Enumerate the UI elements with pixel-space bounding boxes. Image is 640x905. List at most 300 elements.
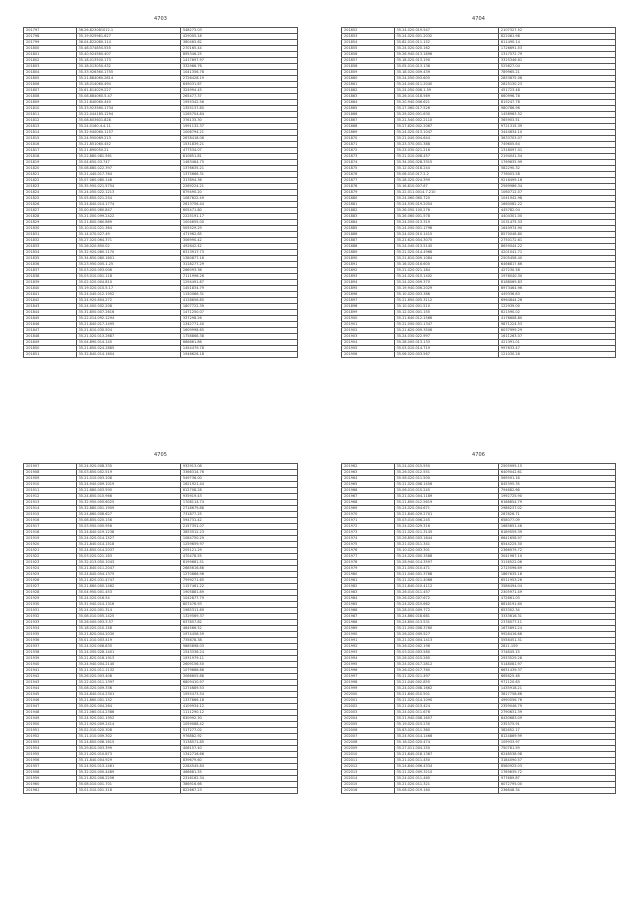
code-cell: 35.33.926360.1755 — [76, 70, 180, 76]
row-id-cell: 201932 — [24, 614, 77, 620]
table-row — [342, 352, 616, 358]
amount-cell: 549736.00 — [180, 476, 297, 482]
row-id-cell: 201858 — [342, 64, 395, 70]
row-id-cell: 201828 — [24, 214, 77, 220]
row-id-cell: 201922 — [24, 554, 77, 560]
row-id-cell: 201818 — [24, 154, 77, 160]
row-id-cell: 201973 — [342, 530, 395, 536]
code-cell: 35.23.030.021.216 — [394, 148, 498, 154]
code-cell: 35.21.851060.452 — [76, 142, 180, 148]
amount-cell: 1435918.21 — [498, 686, 615, 692]
amount-cell: 1867635.18 — [498, 572, 615, 578]
code-cell: 35.21.020.008.1456 — [394, 482, 498, 488]
row-id-cell: 202016 — [342, 788, 395, 794]
amount-cell: 1006794.21 — [180, 130, 297, 136]
row-id-cell: 201956 — [24, 758, 77, 764]
code-cell: 35.24.050.022.1213 — [76, 190, 180, 196]
amount-cell: 1991132.37 — [180, 124, 297, 130]
amount-cell: 621590.02 — [498, 310, 615, 316]
row-id-cell: 201847 — [24, 328, 77, 334]
amount-cell: 1769635.99 — [498, 160, 615, 166]
code-cell: 35.21.850.024.2885 — [76, 346, 180, 352]
amount-cell: 6072795.00 — [498, 782, 615, 788]
code-cell: 35.21.020.011.341 — [394, 542, 498, 548]
row-id-cell: 201917 — [24, 524, 77, 530]
amount-cell: 1380877.16 — [180, 256, 297, 262]
code-cell: 35.00.650.060.847 — [76, 208, 180, 214]
code-cell: 35.21.610.030.504 — [76, 328, 180, 334]
row-id-cell: 201844 — [24, 310, 77, 316]
amount-cell: 122939.00 — [498, 304, 615, 310]
code-cell: 35.32.940060.1157 — [76, 130, 180, 136]
amount-cell: 2853675.06 — [498, 76, 615, 82]
row-id-cell: 202010 — [342, 752, 395, 758]
row-id-cell: 202001 — [342, 698, 395, 704]
row-id-cell: 201987 — [342, 614, 395, 620]
code-cell: 35.03.010.003.580 — [394, 650, 498, 656]
row-id-cell: 201965 — [342, 482, 395, 488]
code-cell: 35.21.010.008.457 — [394, 154, 498, 160]
amount-cell: 2359046.79 — [498, 704, 615, 710]
amount-cell: 1041356.78 — [180, 70, 297, 76]
code-cell: 35.21.884060.2814 — [76, 76, 180, 82]
amount-cell: 980786.96 — [498, 106, 615, 112]
code-cell: 35.19.925981.627 — [76, 34, 180, 40]
row-id-cell: 201912 — [24, 494, 77, 500]
amount-cell: 611490.14 — [498, 40, 615, 46]
code-cell: 35.28.010.009.772 — [394, 608, 498, 614]
code-cell: 35.10.020.003.301 — [394, 548, 498, 554]
amount-cell: 807476.93 — [180, 602, 297, 608]
row-id-cell: 201913 — [24, 500, 77, 506]
code-cell: 35.21.060.014.2386 — [76, 710, 180, 716]
code-cell: 35.10.020.003.386 — [394, 292, 498, 298]
page-number: 4704 — [471, 16, 486, 22]
amount-cell: 1931979.11 — [180, 656, 297, 662]
row-id-cell: 201896 — [342, 292, 395, 298]
amount-cell: 1259659.97 — [180, 542, 297, 548]
amount-cell: 3325346.61 — [498, 58, 615, 64]
row-id-cell: 201990 — [342, 632, 395, 638]
code-cell: 35.26.060.001.578 — [394, 214, 498, 220]
amount-cell: 6641658.97 — [498, 536, 615, 542]
row-id-cell: 201845 — [24, 316, 77, 322]
row-id-cell: 201883 — [342, 214, 395, 220]
amount-cell: 6168854.79 — [498, 500, 615, 506]
code-cell: 35.21.020.011.4066 — [394, 578, 498, 584]
code-cell: 35.05.850.021.254 — [76, 196, 180, 202]
amount-cell: 6037999.29 — [498, 328, 615, 334]
amount-cell: 8199681.51 — [180, 560, 297, 566]
row-id-cell: 201801 — [24, 52, 77, 58]
code-cell: 35.32.920.060.1170 — [76, 250, 180, 256]
code-cell: 35.28.940.014.3597 — [394, 560, 498, 566]
amount-cell: 1274689.53 — [180, 686, 297, 692]
row-id-cell: 201804 — [24, 70, 77, 76]
code-cell: 35.63.020.011.380 — [394, 728, 498, 734]
code-cell: 35.24.020.014.1527 — [76, 536, 180, 542]
row-id-cell: 201921 — [24, 548, 77, 554]
row-id-cell: 201900 — [342, 316, 395, 322]
amount-cell: 525627.04 — [498, 64, 615, 70]
row-id-cell: 201803 — [24, 64, 77, 70]
row-id-cell: 201906 — [342, 352, 395, 358]
row-id-cell: 201827 — [24, 208, 77, 214]
row-id-cell: 201866 — [342, 112, 395, 118]
amount-cell: 4201041.71 — [498, 250, 615, 256]
amount-cell: 205121.29 — [180, 548, 297, 554]
amount-cell: 466681.55 — [180, 770, 297, 776]
panel-bottom-left — [23, 450, 298, 890]
amount-cell: 815247.78 — [498, 100, 615, 106]
row-id-cell: 201951 — [24, 728, 77, 734]
row-id-cell: 201997 — [342, 674, 395, 680]
code-cell: 35.24.530.019.2054 — [394, 202, 498, 208]
code-cell: 35.28.020.024.399 — [394, 178, 498, 184]
code-cell: 35.21.940.008.1607 — [394, 716, 498, 722]
row-id-cell: 202012 — [342, 764, 395, 770]
row-id-cell: 201926 — [24, 578, 77, 584]
amount-cell: 3633703.07 — [498, 136, 615, 142]
row-id-cell: 201935 — [24, 632, 77, 638]
amount-cell: 421391.01 — [498, 340, 615, 346]
code-cell: 35.21.840.018.1367 — [394, 752, 498, 758]
code-cell: 35.10.020.001.510 — [394, 304, 498, 310]
row-id-cell: 202014 — [342, 776, 395, 782]
code-cell: 35.05.020.004.264 — [76, 704, 180, 710]
amount-cell: 1342771.40 — [180, 322, 297, 328]
code-cell: 35.26.850.003.1644 — [394, 536, 498, 542]
row-id-cell: 201891 — [342, 262, 395, 268]
amount-cell: 749605.64 — [498, 142, 615, 148]
row-id-cell: 201840 — [24, 286, 77, 292]
amount-cell: 2726428.19 — [180, 76, 297, 82]
amount-cell: 2305971.49 — [498, 590, 615, 596]
code-cell: 35.48.074850.555 — [76, 46, 180, 52]
row-id-cell: 201895 — [342, 286, 395, 292]
amount-cell: 464566.52 — [180, 626, 297, 632]
amount-cell: 6964844.26 — [498, 298, 615, 304]
row-id-cell: 201797 — [24, 28, 77, 34]
code-cell: 35.24.840.014.2301 — [76, 692, 180, 698]
code-cell: 35.21.860.000.1462 — [76, 584, 180, 590]
row-id-cell: 201867 — [342, 118, 395, 124]
amount-cell: 935919.43 — [180, 494, 297, 500]
amount-cell: 1621921.44 — [180, 482, 297, 488]
amount-cell: 429005.18 — [180, 34, 297, 40]
row-id-cell: 201802 — [24, 58, 77, 64]
amount-cell: 7599271.65 — [180, 578, 297, 584]
amount-cell: 1992725.90 — [498, 494, 615, 500]
code-cell: 35.21.840060.440 — [76, 100, 180, 106]
row-id-cell: 202006 — [342, 728, 395, 734]
amount-cell: 4176608.80 — [498, 316, 615, 322]
amount-cell: 374845.15 — [498, 650, 615, 656]
row-id-cell: 201837 — [24, 268, 77, 274]
amount-cell: 2750172.61 — [498, 238, 615, 244]
row-id-cell: 201799 — [24, 40, 77, 46]
code-cell: 35.27.060.017.526 — [394, 106, 498, 112]
code-cell: 35.21.640.012.1566 — [394, 316, 498, 322]
amount-cell: 1150086.31 — [180, 292, 297, 298]
row-id-cell: 201821 — [24, 172, 77, 178]
row-id-cell: 201835 — [24, 256, 77, 262]
code-cell: 35.21.020.004.1413 — [394, 638, 498, 644]
amount-cell: 235375.91 — [498, 722, 615, 728]
row-id-cell: 201820 — [24, 166, 77, 172]
code-cell: 35.21.850.005.3112 — [394, 298, 498, 304]
row-id-cell: 201822 — [24, 178, 77, 184]
amount-cell: 236848.34 — [498, 788, 615, 794]
code-cell: 35.12.020.001.155 — [394, 310, 498, 316]
code-cell: 35.08.880.022.397 — [76, 166, 180, 172]
code-cell: 35.21.850.012.5619 — [394, 500, 498, 506]
code-cell: 35.08.020.009.336 — [76, 686, 180, 692]
row-id-cell: 201970 — [342, 512, 395, 518]
row-id-cell: 201962 — [342, 464, 395, 470]
amount-cell: 472661.03 — [498, 596, 615, 602]
row-id-cell: 201979 — [342, 566, 395, 572]
amount-cell: 1976040.30 — [498, 274, 615, 280]
amount-cell: 665625.48 — [498, 674, 615, 680]
amount-cell: 477534.07 — [180, 148, 297, 154]
amount-cell: 1265704.84 — [180, 112, 297, 118]
row-id-cell: 201884 — [342, 220, 395, 226]
row-id-cell: 201810 — [24, 106, 77, 112]
code-cell: 35.21.860.001.152 — [76, 698, 180, 704]
row-id-cell: 201899 — [342, 310, 395, 316]
row-id-cell: 201846 — [24, 322, 77, 328]
code-cell: 35.24.020.029.316 — [394, 524, 498, 530]
code-cell: 35.18.020.013.190 — [394, 58, 498, 64]
code-cell: 35.21.020.004.1189 — [394, 494, 498, 500]
amount-cell: 750781.59 — [498, 746, 615, 752]
row-id-cell: 201908 — [24, 470, 77, 476]
row-id-cell: 201942 — [24, 674, 77, 680]
code-cell: 35.18.013050.432 — [76, 64, 180, 70]
code-cell: 35.24.020.001.314 — [76, 608, 180, 614]
code-cell: 35.24.840.054.1375 — [76, 572, 180, 578]
row-id-cell: 201881 — [342, 202, 395, 208]
amount-cell: 977689.87 — [498, 776, 615, 782]
row-id-cell: 201836 — [24, 262, 77, 268]
amount-cell: 1531839.21 — [180, 142, 297, 148]
code-cell: 35.24.050.028.1401 — [76, 650, 180, 656]
amount-cell: 1355137.85 — [180, 106, 297, 112]
code-cell: 35.29.810.003.399 — [76, 746, 180, 752]
code-cell: 35.03.020.003.006 — [76, 268, 180, 274]
code-cell: 35.24.920.008.335 — [76, 464, 180, 470]
row-id-cell: 201960 — [24, 782, 77, 788]
row-id-cell: 201976 — [342, 548, 395, 554]
row-id-cell: 201816 — [24, 142, 77, 148]
row-id-cell: 201983 — [342, 590, 395, 596]
row-id-cell: 201819 — [24, 160, 77, 166]
code-cell: 35.32.950.005.6025 — [76, 500, 180, 506]
amount-cell: 1042877.79 — [180, 596, 297, 602]
row-id-cell: 201964 — [342, 476, 395, 482]
amount-cell: 1685651.46 — [498, 524, 615, 530]
row-id-cell: 201980 — [342, 572, 395, 578]
amount-cell: 1329569.37 — [180, 614, 297, 620]
amount-cell: 1726691.53 — [498, 46, 615, 52]
amount-cell: 2715596.69 — [498, 566, 615, 572]
code-cell: 35.24.840.019.1238 — [76, 530, 180, 536]
row-id-cell: 201943 — [24, 680, 77, 686]
data-table — [23, 27, 298, 358]
row-id-cell: 201889 — [342, 250, 395, 256]
row-id-cell: 201824 — [24, 190, 77, 196]
amount-cell: 2933529.26 — [498, 656, 615, 662]
amount-cell: 3366314.76 — [180, 470, 297, 476]
code-cell: 35.26.050.100.276 — [394, 208, 498, 214]
code-cell: 35.58.020.011.500 — [394, 476, 498, 482]
code-cell: 35.26.020.002.196 — [394, 644, 498, 650]
code-cell: 35.21.610.009.1084 — [394, 256, 498, 262]
amount-cell: 1974458.59 — [180, 632, 297, 638]
row-id-cell: 201825 — [24, 196, 77, 202]
amount-cell: 4128856.85 — [180, 298, 297, 304]
row-id-cell: 201920 — [24, 542, 77, 548]
code-cell: 35.24.920.001.1952 — [76, 716, 180, 722]
amount-cell: 492842.42 — [180, 244, 297, 250]
amount-cell: 789965.21 — [498, 70, 615, 76]
row-id-cell: 201807 — [24, 88, 77, 94]
amount-cell: 3116522.06 — [498, 560, 615, 566]
row-id-cell: 202003 — [342, 710, 395, 716]
amount-cell: 317894.36 — [180, 178, 297, 184]
row-id-cell: 201982 — [342, 584, 395, 590]
code-cell: 35.27.620.002.2067 — [394, 124, 498, 130]
code-cell: 35.02.010.020.308 — [76, 728, 180, 734]
code-cell: 35.26.020.009.527 — [394, 632, 498, 638]
code-cell: 35.27.011.004.150 — [394, 746, 498, 752]
amount-cell: 2505995.15 — [498, 464, 615, 470]
row-id-cell: 202009 — [342, 746, 395, 752]
code-cell: 35.24.020.000.3588 — [394, 554, 498, 560]
row-id-cell: 201991 — [342, 638, 395, 644]
amount-cell: 6430683.09 — [498, 716, 615, 722]
row-id-cell: 201868 — [342, 124, 395, 130]
code-cell: 35.18.020.009.439 — [394, 70, 498, 76]
amount-cell: 971120.63 — [498, 680, 615, 686]
row-id-cell: 201936 — [24, 638, 77, 644]
row-id-cell: 201954 — [24, 746, 77, 752]
code-cell: 35.28.000.013.133 — [394, 340, 498, 346]
row-id-cell: 202000 — [342, 692, 395, 698]
code-cell: 35.08.884060.5.47 — [76, 94, 180, 100]
row-id-cell: 201958 — [24, 770, 77, 776]
code-cell: 35.24.020.017.2812 — [394, 662, 498, 668]
code-cell: 35.24.850.010.966 — [76, 494, 180, 500]
amount-cell: 9721315.39 — [498, 124, 615, 130]
code-cell: 35.21.010.003.108 — [76, 476, 180, 482]
row-id-cell: 201944 — [24, 686, 77, 692]
code-cell: 35.16.020.016.600 — [394, 262, 498, 268]
amount-cell: 1087622.49 — [180, 196, 297, 202]
amount-cell: 470478.55 — [180, 554, 297, 560]
amount-cell: 997633.47 — [498, 346, 615, 352]
code-cell: 35.21.840.017.1495 — [76, 322, 180, 328]
code-cell: 35.26.020.017.760 — [394, 668, 498, 674]
amount-cell: 822667.23 — [180, 788, 297, 794]
row-id-cell: 201869 — [342, 130, 395, 136]
amount-cell: 839679.60 — [180, 758, 297, 764]
amount-cell: 1060712.07 — [498, 190, 615, 196]
amount-cell: 1031475.33 — [498, 220, 615, 226]
row-id-cell: 201813 — [24, 124, 77, 130]
amount-cell: 1294491.87 — [180, 280, 297, 286]
amount-cell: 2609156.50 — [180, 662, 297, 668]
amount-cell: 794682.66 — [498, 488, 615, 494]
amount-cell: 660996.78 — [498, 94, 615, 100]
row-id-cell: 201934 — [24, 626, 77, 632]
row-id-cell: 201996 — [342, 668, 395, 674]
amount-cell: 386916.66 — [180, 782, 297, 788]
amount-cell: 8570048.80 — [498, 232, 615, 238]
amount-cell: 2825130.23 — [498, 82, 615, 88]
code-cell: 35.19.020.015.5.17 — [76, 286, 180, 292]
row-id-cell: 201856 — [342, 52, 395, 58]
row-id-cell: 201878 — [342, 184, 395, 190]
amount-cell: 3184090.57 — [498, 758, 615, 764]
amount-cell: 548273.03 — [180, 28, 297, 34]
amount-cell: 287826.71 — [498, 512, 615, 518]
code-cell: 35.11.010.009.302 — [76, 734, 180, 740]
code-cell: 35.21.820.031.4747 — [76, 578, 180, 584]
amount-cell: 2225191.17 — [180, 214, 297, 220]
row-id-cell: 201937 — [24, 644, 77, 650]
code-cell: 35.21.040.004.644 — [394, 136, 498, 142]
row-id-cell: 201815 — [24, 136, 77, 142]
code-cell: 35.24.940.004.2140 — [76, 662, 180, 668]
data-table — [341, 463, 616, 794]
row-id-cell: 201985 — [342, 602, 395, 608]
row-id-cell: 201877 — [342, 178, 395, 184]
row-id-cell: 201904 — [342, 340, 395, 346]
code-cell: 35.03.850.002.519 — [76, 470, 180, 476]
amount-cell: 630992.30 — [180, 716, 297, 722]
code-cell: 35.24.860.018.681 — [394, 614, 498, 620]
row-id-cell: 201941 — [24, 668, 77, 674]
code-cell: 35.05.010.013.138 — [394, 64, 498, 70]
code-cell: 35.21.620.004.3070 — [394, 238, 498, 244]
row-id-cell: 201834 — [24, 250, 77, 256]
code-cell: 35.24.060.060.720 — [394, 196, 498, 202]
panel-top-right — [341, 14, 616, 441]
row-id-cell: 201808 — [24, 94, 77, 100]
code-cell: 35.04.890.014.145 — [76, 340, 180, 346]
row-id-cell: 201957 — [24, 764, 77, 770]
row-id-cell: 201949 — [24, 716, 77, 722]
amount-cell: 1004655.00 — [180, 220, 297, 226]
amount-cell: 976882.92 — [180, 734, 297, 740]
amount-cell: 653302.34 — [498, 608, 615, 614]
panel-bottom-right — [341, 450, 616, 890]
row-id-cell: 201843 — [24, 304, 77, 310]
code-cell: 35.40.924560.407 — [76, 52, 180, 58]
row-id-cell: 201886 — [342, 232, 395, 238]
code-cell: 35.21.000.099.2422 — [76, 214, 180, 220]
amount-cell: 1157461.22 — [180, 584, 297, 590]
amount-cell: 9928416.66 — [498, 632, 615, 638]
row-id-cell: 201898 — [342, 304, 395, 310]
amount-cell: 879490.20 — [180, 190, 297, 196]
row-id-cell: 201947 — [24, 704, 77, 710]
amount-cell: 1675891.24 — [498, 626, 615, 632]
code-cell: 35.24.040.011.2040 — [394, 82, 498, 88]
amount-cell: 2378077.11 — [498, 620, 615, 626]
